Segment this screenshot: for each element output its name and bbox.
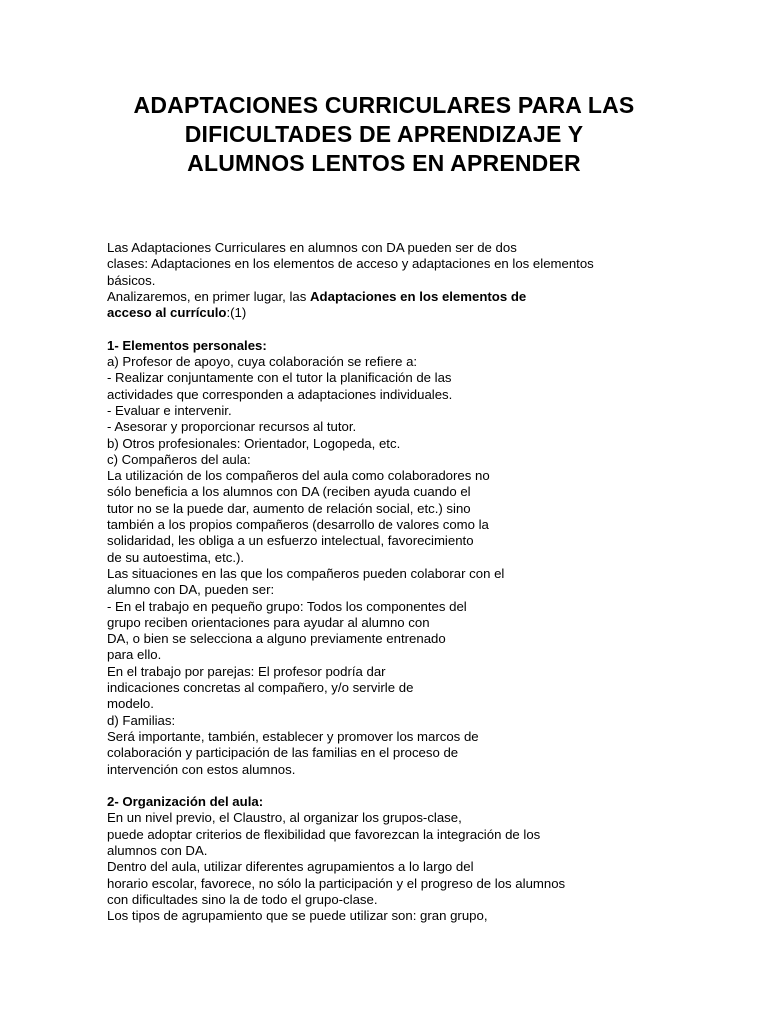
section-line: modelo. [107, 696, 154, 712]
section-line: tutor no se la puede dar, aumento de relación social, etc.) sino [107, 500, 471, 516]
section-line: Los tipos de agrupamiento que se puede utilizar son: gran grupo, [107, 908, 488, 924]
intro-line: Las Adaptaciones Curriculares en alumnos con DA pueden ser de dos [107, 240, 517, 255]
section-line: alumnos con DA. [107, 842, 208, 858]
section-line: c) Compañeros del aula: [107, 451, 251, 467]
intro-line [107, 289, 627, 305]
section-line: horario escolar, favorece, no sólo la participación y el progreso de los alumnos [107, 875, 566, 891]
title-line: ADAPTACIONES CURRICULARES PARA LAS [133, 92, 635, 118]
section-line: Será importante, también, establecer y promover los marcos de [107, 728, 479, 744]
paragraph-gap [107, 321, 627, 337]
section-line: de su autoestima, etc.). [107, 549, 245, 565]
section-line: DA, o bien se selecciona a alguno previamente entrenado [107, 631, 446, 647]
section-line: sólo beneficia a los alumnos con DA (reciben ayuda cuando el [107, 484, 471, 500]
section-line: Las situaciones en las que los compañeros pueden colaborar con el [107, 565, 505, 581]
section-line: b) Otros profesionales: Orientador, Logopeda, etc. [107, 435, 401, 451]
intro-line [107, 305, 627, 321]
section-line: alumno con DA, pueden ser: [107, 582, 275, 598]
section-line: intervención con estos alumnos. [107, 761, 296, 777]
section-line: - Realizar conjuntamente con el tutor la planificación de las [107, 370, 452, 386]
document-title [0, 91, 768, 178]
title-line: DIFICULTADES DE APRENDIZAJE Y [184, 121, 584, 147]
title-line: ALUMNOS LENTOS EN APRENDER [187, 150, 581, 176]
intro-text: :(1) [226, 305, 247, 321]
section-heading: 1- Elementos personales: [107, 337, 267, 353]
intro-emphasis: Adaptaciones en los elementos de [310, 288, 527, 304]
section-line: - En el trabajo en pequeño grupo: Todos los componentes del [107, 598, 467, 614]
section-line: En el trabajo por parejas: El profesor podría dar [107, 663, 386, 679]
intro-text: Analizaremos, en primer lugar, las [107, 288, 311, 304]
intro-emphasis: acceso al currículo [107, 305, 227, 321]
section-line: - Evaluar e intervenir. [107, 402, 232, 418]
intro-line: clases: Adaptaciones en los elementos de acceso y adaptaciones en los elementos [107, 256, 594, 272]
section-line: indicaciones concretas al compañero, y/o servirle de [107, 680, 414, 696]
section-line: - Asesorar y proporcionar recursos al tutor. [107, 419, 357, 435]
paragraph-gap [107, 778, 627, 794]
section-line: también a los propios compañeros (desarrollo de valores como la [107, 517, 489, 533]
section-line: grupo reciben orientaciones para ayudar al alumno con [107, 614, 430, 630]
section-line: Dentro del aula, utilizar diferentes agrupamientos a lo largo del [107, 859, 474, 875]
section-heading: 2- Organización del aula: [107, 794, 264, 810]
section-line: puede adoptar criterios de flexibilidad que favorezcan la integración de los [107, 826, 541, 842]
section-line: actividades que corresponden a adaptaciones individuales. [107, 386, 453, 402]
section-line: para ello. [107, 647, 162, 663]
section-line: colaboración y participación de las familias en el proceso de [107, 745, 459, 761]
section-line: con dificultades sino la de todo el grupo-clase. [107, 891, 378, 907]
section-line: En un nivel previo, el Claustro, al organizar los grupos-clase, [107, 810, 462, 826]
intro-line: básicos. [107, 272, 156, 288]
section-line: a) Profesor de apoyo, cuya colaboración se refiere a: [107, 354, 418, 370]
section-line: d) Familias: [107, 712, 176, 728]
document-body [107, 240, 627, 924]
section-line: solidaridad, les obliga a un esfuerzo intelectual, favorecimiento [107, 533, 474, 549]
section-line: La utilización de los compañeros del aula como colaboradores no [107, 468, 490, 484]
